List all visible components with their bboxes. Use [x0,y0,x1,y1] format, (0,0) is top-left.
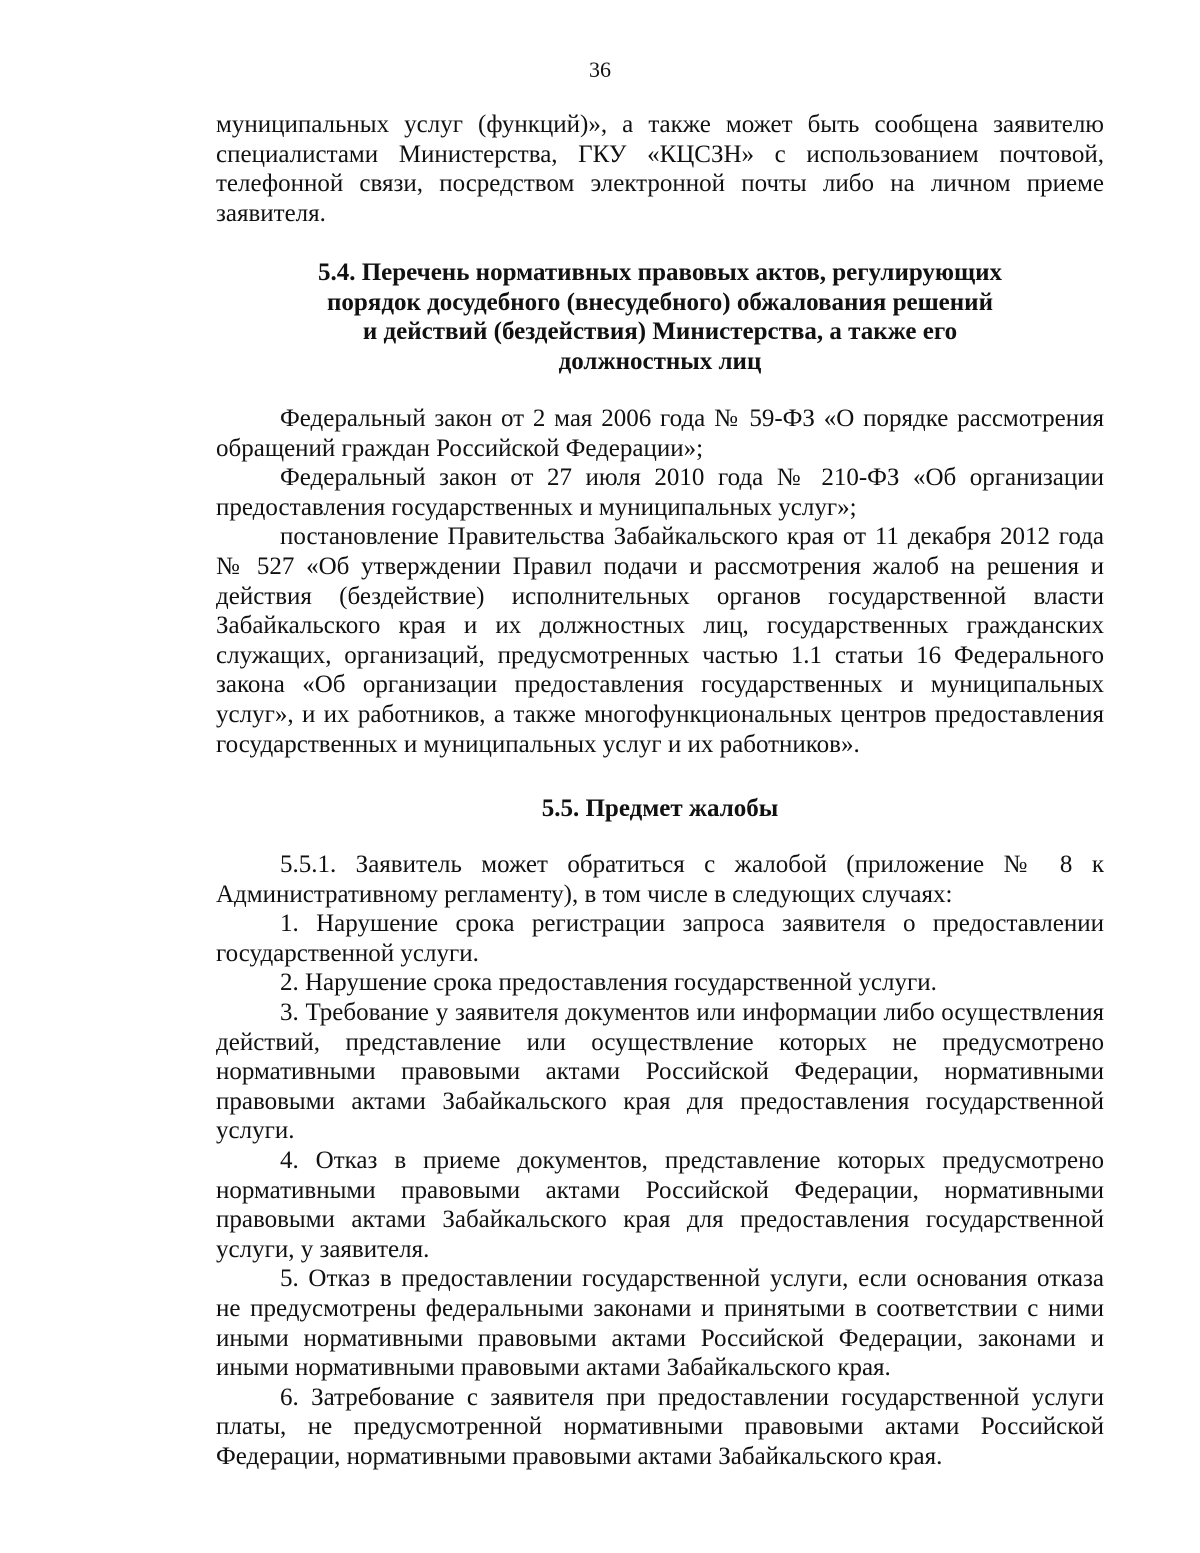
complaint-case-item: 2. Нарушение срока предоставления государственной услуги. [280,969,937,997]
legal-act-paragraph: Федеральный закон от 2 мая 2006 года № 59-ФЗ «О порядке рассмотрения обращений граждан Российской Федерации»; [216,405,1104,462]
complaint-case-item: 5. Отказ в предоставлении государственной услуги, если основания отказа не предусмотрены федеральными законами и принятыми в соответствии с ними иными нормативными правовыми актами Российской Федерации, законами и иными нормативными правовыми актами Забайкальского края. [216,1265,1104,1382]
legal-act-paragraph: постановление Правительства Забайкальского края от 11 декабря 2012 года № 527 «Об утверждении Правил подачи и рассмотрения жалоб на решения и действия (бездействие) исполнительных органов государственной власти Забайкальского края и их должностных лиц, государственных гражданских служащих, организаций, предусмотренных частью 1.1 статьи 16 Федерального закона «Об организации предоставления государственных и муниципальных услуг», и их работников, а также многофункциональных центров предоставления государственных и муниципальных услуг и их работников». [216,523,1104,758]
intro-paragraph: муниципальных услуг (функций)», а также может быть сообщена заявителю специалистами Министерства, ГКУ «КЦСЗН» с использованием почтовой, телефонной связи, посредством электронной почты либо на личном приеме заявителя. [216,111,1104,227]
complaint-case-item: 3. Требование у заявителя документов или информации либо осуществления действий, представление или осуществление которых не предусмотрено нормативными правовыми актами Российской Федерации, нормативными правовыми актами Забайкальского края для предоставления государственной услуги. [216,998,1104,1145]
section-5-4-heading-line: и действий (бездействия) Министерства, а также его [362,318,958,346]
section-5-5-heading-text: 5.5. Предмет жалобы [541,795,779,822]
complaint-case-item: 6. Затребование с заявителя при предоставлении государственной услуги платы, не предусмотренной нормативными правовыми актами Российской Федерации, нормативными правовыми актами Забайкальского края. [216,1383,1104,1470]
intro-paragraph-block [216,110,1104,228]
complaint-paragraph: 5.5.1. Заявитель может обратиться с жалобой (приложение № 8 к Административному регламенту), в том числе в следующих случаях: [216,851,1104,908]
section-5-5-heading [216,794,1104,824]
section-5-4-heading-line: должностных лиц [558,347,762,375]
section-5-4-heading-line: порядок досудебного (внесудебного) обжалования решений [326,288,993,316]
complaint-case-item: 1. Нарушение срока регистрации запроса заявителя о предоставлении государственной услуги. [216,910,1104,967]
complaint-case-item: 4. Отказ в приеме документов, представление которых предусмотрено нормативными правовыми актами Российской Федерации, нормативными правовыми актами Забайкальского края для предоставления государственной услуги, у заявителя. [216,1146,1104,1263]
page-number: 36 [589,57,611,82]
section-5-4-heading [216,258,1104,376]
legal-act-paragraph: Федеральный закон от 27 июля 2010 года № 210-ФЗ «Об организации предоставления государственных и муниципальных услуг»; [216,464,1104,521]
section-5-4-body [216,404,1104,759]
section-5-4-heading-line: 5.4. Перечень нормативных правовых актов, регулирующих [317,259,1003,286]
section-5-5-body [216,850,1104,1471]
